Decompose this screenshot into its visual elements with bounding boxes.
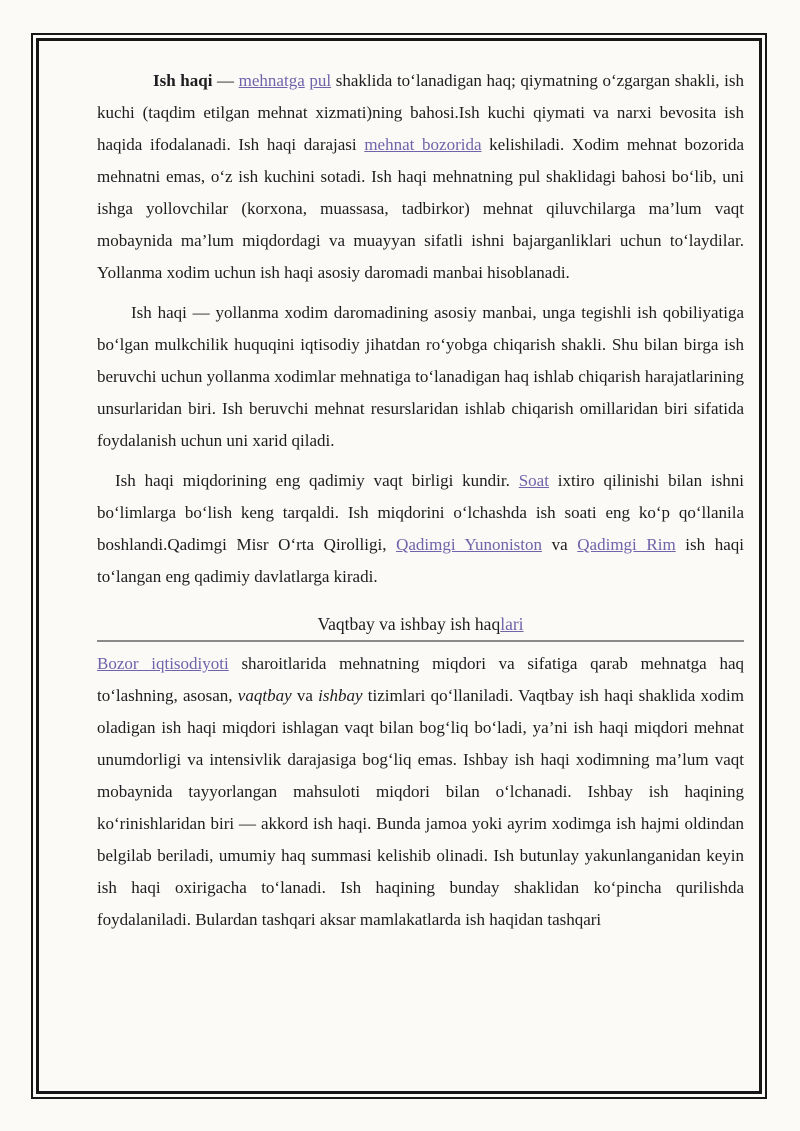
- page-border-outer: [31, 33, 767, 1099]
- page-border-inner: [36, 38, 762, 1094]
- para-wage-definition: [97, 65, 744, 289]
- link-soat[interactable]: Soat: [518, 471, 549, 490]
- italic-text: vaqtbay: [237, 686, 292, 705]
- link-mehnat-bozorida[interactable]: mehnat bozorida: [364, 135, 482, 154]
- heading-rule: [97, 640, 744, 642]
- text-run: shaklida to‘lanadigan haq; qiymatning o‘zgargan shakli, ish kuchi (taqdim etilgan mehnat xizmati)ning bahosi.Ish kuchi qiymati va narxi bevosita ish haqida ifodalanadi. Ish haqi darajasi: [97, 71, 745, 154]
- text-run: sharoitlarida mehnatning miqdori va sifatiga qarab mehnatga haq to‘lashning, asosan,: [97, 654, 744, 705]
- para-time-units: [97, 465, 744, 593]
- document-content: [39, 41, 759, 1091]
- text-run: ixtiro qilinishi bilan ishni bo‘limlarga bo‘lish keng tarqaldi. Ish miqdorini o‘lchashda ish soati eng ko‘p qo‘llanila boshlandi.Qadimgi Misr O‘rta Qirolligi,: [97, 471, 744, 554]
- link-bozor-iqtisodiyoti[interactable]: Bozor iqtisodiyoti: [97, 654, 229, 673]
- text-run: Ish haqi — yollanma xodim daromadining asosiy manbai, unga tegishli ish qobiliyatiga bo‘lgan mulkchilik huquqini iqtisodiy jihatdan ro‘yobga chiqarish shakli. Shu bilan birga ish beruvchi uchun yollanma xodimlar mehnatiga to‘lanadigan haq ishlab chiqarish harajatlarining unsurlaridan biri. Ish beruvchi mehnat resurslaridan ishlab chiqarish omillaridan biri sifatida foydalanish uchun uni xarid qiladi.: [97, 303, 744, 450]
- text-run: —: [212, 71, 239, 90]
- text-run: Vaqtbay va ishbay ish haq: [317, 614, 501, 634]
- section-heading-title: [97, 609, 744, 639]
- bold-text: Ish haqi: [153, 71, 213, 90]
- italic-text: ishbay: [318, 686, 363, 705]
- para-income-source: [97, 297, 744, 457]
- text-run: kelishiladi. Xodim mehnat bozorida mehnatni emas, o‘z ish kuchini sotadi. Ish haqi mehnatning pul shaklidagi bahosi bo‘lib, uni ishga yollovchilar (korxona, muassasa, tadbirkor) mehnat qiluvchilarga ma’lum vaqt mobaynida ma’lum miqdordagi va muayyan sifatli ishni bajarganliklari uchun to‘laydilar. Yollanma xodim uchun ish haqi asosiy daromadi manbai hisoblanadi.: [97, 135, 745, 282]
- link-qadimgi-yunoniston[interactable]: Qadimgi Yunoniston: [396, 535, 543, 554]
- text-run: va: [291, 686, 319, 705]
- text-run: va: [542, 535, 578, 554]
- text-run: Ish haqi miqdorining eng qadimiy vaqt birligi kundir.: [115, 471, 519, 490]
- link-qadimgi-rim[interactable]: Qadimgi Rim: [577, 535, 676, 554]
- text-run: tizimlari qo‘llaniladi. Vaqtbay ish haqi shaklida xodim oladigan ish haqi miqdori ishlagan vaqt bilan bog‘liq bo‘ladi, ya’ni ish haqi miqdori mehnat unumdorligi va intensivlik darajasiga bog‘liq emas. Ishbay ish haqi xodimning ma’lum vaqt mobaynida tayyorlangan mahsuloti miqdori bilan o‘lchanadi. Ishbay ish haqining ko‘rinishlaridan biri — akkord ish haqi. Bunda jamoa yoki ayrim xodimga ish hajmi oldindan belgilab beriladi, umumiy haq summasi kelishib olinadi. Ish butunlay yakunlanganidan keyin ish haqi oxirigacha to‘lanadi. Ish haqining bunday shaklidan ko‘pincha qurilishda foydalaniladi. Bulardan tashqari aksar mamlakatlarda ish haqidan tashqari: [97, 686, 744, 929]
- link-mehnatga[interactable]: mehnatga: [238, 71, 305, 90]
- para-payment-systems: [97, 648, 744, 936]
- link-pul[interactable]: pul: [309, 71, 332, 90]
- section-heading-vaqtbay-ishbay: [97, 609, 744, 642]
- link-lari[interactable]: lari: [500, 614, 524, 634]
- text-run: ish haqi to‘langan eng qadimiy davlatlarga kiradi.: [97, 535, 744, 586]
